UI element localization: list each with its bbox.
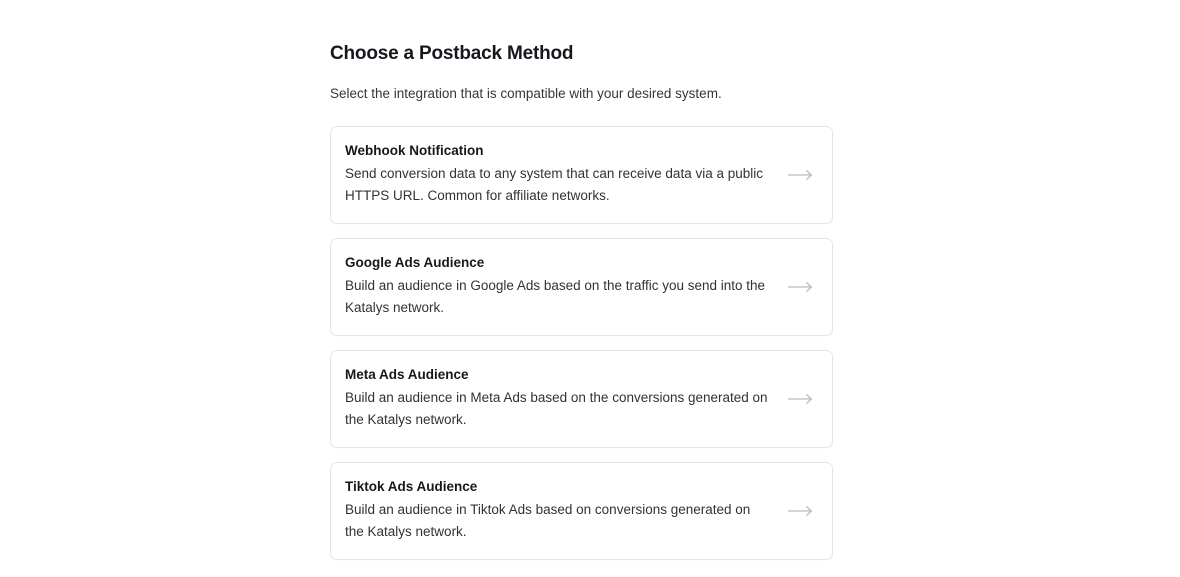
page-subtitle: Select the integration that is compatible with your desired system. [330,85,722,101]
option-card-meta-ads-audience[interactable] [330,350,833,448]
option-title: Meta Ads Audience [345,367,469,383]
option-description: Build an audience in Google Ads based on the traffic you send into the Katalys network. [345,278,766,316]
option-card-webhook-notification[interactable] [330,126,833,224]
option-title: Google Ads Audience [345,254,485,270]
page-title: Choose a Postback Method [330,43,574,64]
option-description: Send conversion data to any system that can receive data via a public HTTPS URL. Common for affiliate networks. [345,165,763,203]
option-card-google-ads-audience[interactable] [330,238,833,336]
option-card-tiktok-ads-audience[interactable] [330,462,833,560]
arrow-right-icon [788,281,814,293]
option-title: Webhook Notification [345,142,484,158]
arrow-right-icon [788,505,814,517]
option-description: Build an audience in Tiktok Ads based on conversions generated on the Katalys network. [345,502,751,540]
option-title: Tiktok Ads Audience [345,479,478,495]
arrow-right-icon [788,393,814,405]
option-description: Build an audience in Meta Ads based on the conversions generated on the Katalys network. [345,390,768,428]
postback-method-panel [330,42,833,560]
arrow-right-icon [788,169,814,181]
postback-method-list [330,126,833,561]
